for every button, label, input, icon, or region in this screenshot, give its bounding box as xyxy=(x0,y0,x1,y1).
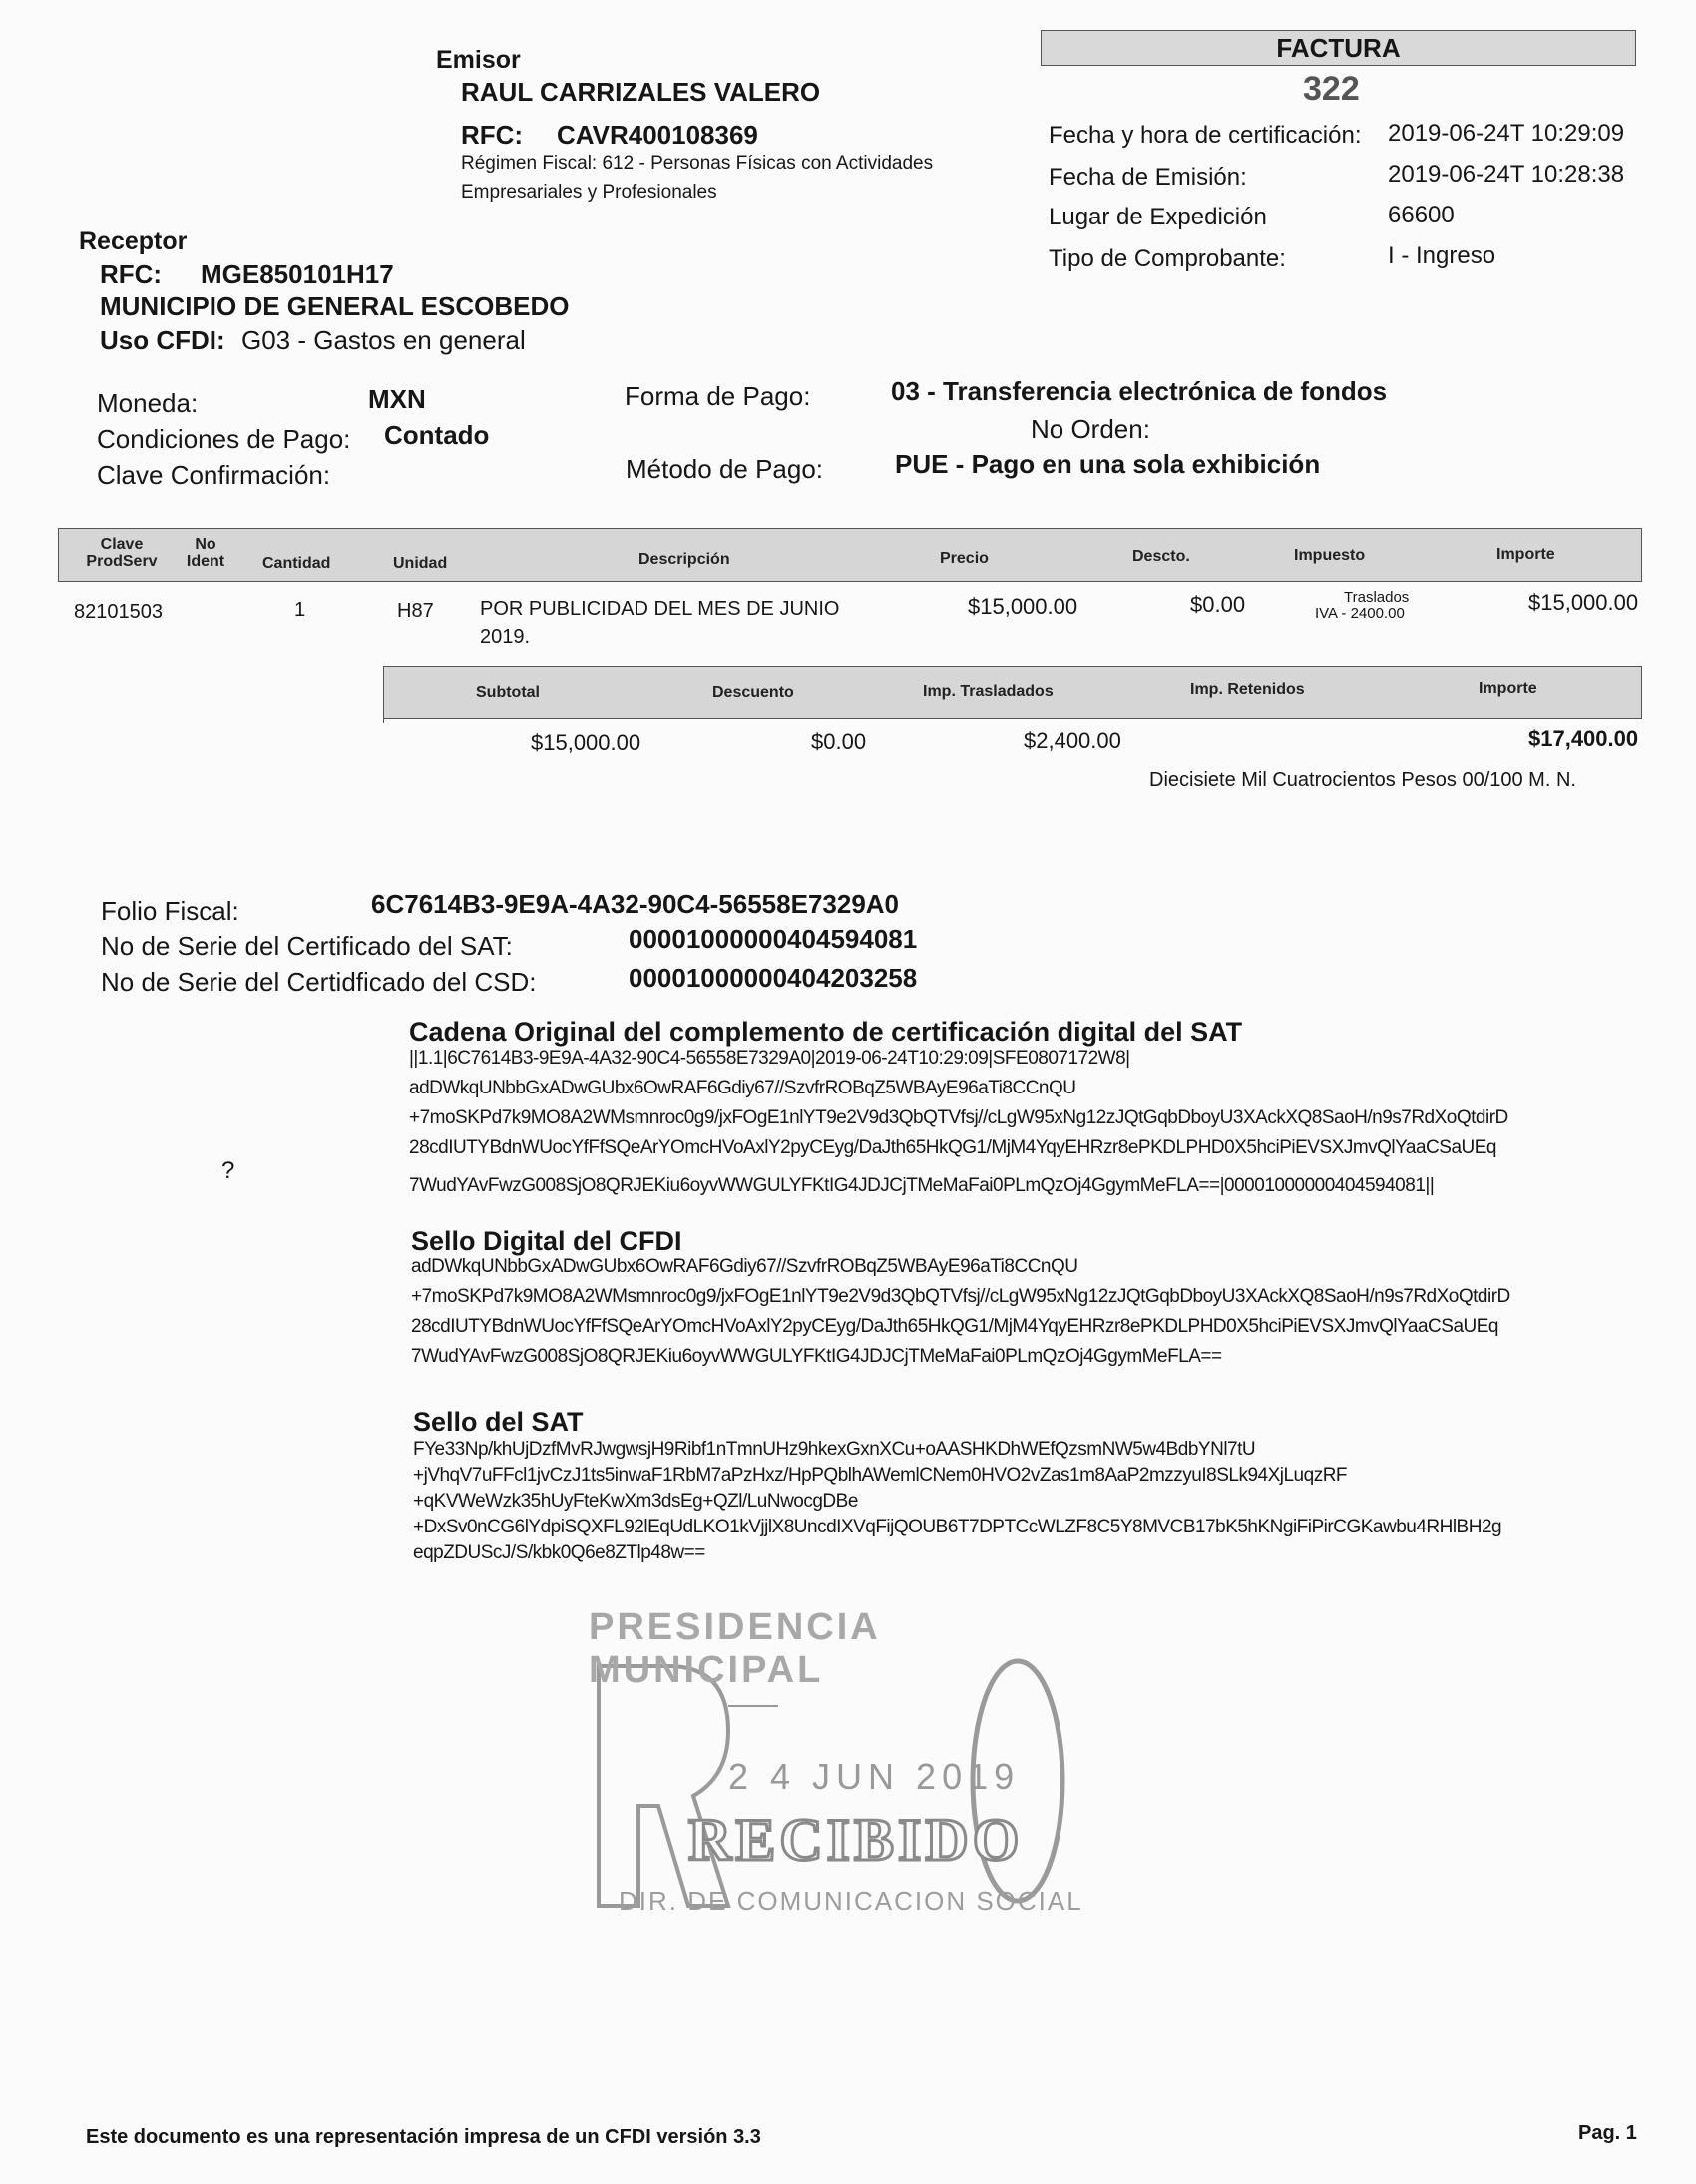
row-precio: $15,000.00 xyxy=(968,594,1078,619)
row-impuesto-2: IVA - 2400.00 xyxy=(1315,605,1405,622)
row-cantidad: 1 xyxy=(294,599,306,621)
row-descripcion-2: 2019. xyxy=(480,626,531,648)
uso-cfdi-label: Uso CFDI: xyxy=(100,325,225,355)
th-importe: Importe xyxy=(1496,546,1555,563)
factura-number: 322 xyxy=(1303,70,1360,108)
th-impuesto: Impuesto xyxy=(1294,547,1366,564)
th-clave: Clave xyxy=(100,536,144,553)
cadena-line: +7moSKPd7k9MO8A2WMsmnroc0g9/jxFOgE1nlYT9e2V9d3QbQTVfsj//cLgW95xNg12zJQtGqbDboyU3XAckXQ8SaoH/n9s7RdXoQtdirD xyxy=(409,1107,1508,1128)
moneda-value: MXN xyxy=(368,384,426,414)
stamp-bottom-text: DIR. DE COMUNICACION SOCIAL xyxy=(619,1886,1083,1916)
th-unidad: Unidad xyxy=(393,555,448,572)
sello-cfdi-title: Sello Digital del CFDI xyxy=(411,1226,682,1256)
question-mark: ? xyxy=(221,1157,235,1184)
sello-cfdi-line: +7moSKPd7k9MO8A2WMsmnroc0g9/jxFOgE1nlYT9e2V9d3QbQTVfsj//cLgW95xNg12zJQtGqbDboyU3XAckXQ8SaoH/n9s7RdXoQtdirD xyxy=(411,1286,1510,1307)
emisor-regimen-line1: Régimen Fiscal: 612 - Personas Físicas con Actividades xyxy=(461,153,934,174)
receptor-rfc: MGE850101H17 xyxy=(201,259,394,289)
forma-pago-value: 03 - Transferencia electrónica de fondos xyxy=(891,376,1388,406)
th-cantidad: Cantidad xyxy=(262,555,331,572)
th-no: No xyxy=(195,536,216,553)
sello-sat-line: +jVhqV7uFFcl1jvCzJ1ts5inwaF1RbM7aPzHxz/HpPQblhAWemlCNem0HVO2vZas1m8AaP2mzzyuI8SLk94XjLuqzRF xyxy=(413,1465,1348,1486)
cadena-line: 28cdIUTYBdnWUocYfFfSQeArYOmcHVoAxlY2pyCEyg/DaJth65HkQG1/MjM4YqyEHRzr8ePKDLPHD0X5hciPiEVSXJmvQlYaaCSaUEq xyxy=(409,1137,1496,1158)
folio-fiscal-label: Folio Fiscal: xyxy=(101,896,239,926)
receptor-rfc-label: RFC: xyxy=(100,259,163,289)
th-prodserv: ProdServ xyxy=(86,553,158,570)
sello-cfdi-line: adDWkqUNbbGxADwGUbx6OwRAF6Gdiy67//SzvfrROBqZ5WBAyE96aTi8CCnQU xyxy=(411,1256,1078,1277)
row-impuesto-1: Traslados xyxy=(1344,589,1410,606)
lugar-value: 66600 xyxy=(1388,202,1455,228)
condiciones-value: Contado xyxy=(384,420,490,450)
emisor-regimen-line2: Empresariales y Profesionales xyxy=(461,182,717,203)
metodo-pago-value: PUE - Pago en una sola exhibición xyxy=(895,449,1321,479)
descuento-value: $0.00 xyxy=(811,729,867,754)
th-descto: Descto. xyxy=(1132,548,1190,565)
factura-label: FACTURA xyxy=(1276,33,1401,63)
subtotal-value: $15,000.00 xyxy=(531,730,641,755)
tipo-label: Tipo de Comprobante: xyxy=(1049,245,1286,272)
folio-fiscal-value: 6C7614B3-9E9A-4A32-90C4-56558E7329A0 xyxy=(371,889,900,919)
fecha-emision-label: Fecha de Emisión: xyxy=(1049,164,1247,191)
emisor-name: RAUL CARRIZALES VALERO xyxy=(461,77,821,107)
cadena-title: Cadena Original del complemento de certificación digital del SAT xyxy=(409,1017,1243,1047)
th-subtotal: Subtotal xyxy=(476,684,540,701)
receptor-name: MUNICIPIO DE GENERAL ESCOBEDO xyxy=(100,291,570,321)
cadena-line: 7WudYAvFwzG008SjO8QRJEKiu6oyvWWGULYFKtIG4JDJCjTMeMaFai0PLmQzOj4GgymMeFLA==|00001000000404594081|| xyxy=(409,1175,1435,1196)
th-retenidos: Imp. Retenidos xyxy=(1190,681,1305,698)
sello-cfdi-line: 28cdIUTYBdnWUocYfFfSQeArYOmcHVoAxlY2pyCEyg/DaJth65HkQG1/MjM4YqyEHRzr8ePKDLPHD0X5hciPiEVSXJmvQlYaaCSaUEq xyxy=(411,1316,1498,1337)
factura-label-box xyxy=(1041,30,1636,66)
th-trasladados: Imp. Trasladados xyxy=(923,683,1054,700)
page-number: Pag. 1 xyxy=(1578,2122,1637,2144)
trasladados-value: $2,400.00 xyxy=(1024,728,1121,753)
serie-sat-label: No de Serie del Certificado del SAT: xyxy=(101,931,513,961)
sello-sat-line: FYe33Np/khUjDzfMvRJwgwsjH9Ribf1nTmnUHz9hkexGxnXCu+oAASHKDhWEfQzsmNW5w4BdbYNl7tU xyxy=(413,1439,1256,1460)
row-unidad: H87 xyxy=(397,600,434,622)
serie-csd-value: 00001000000404203258 xyxy=(629,963,918,993)
lugar-label: Lugar de Expedición xyxy=(1049,204,1267,230)
serie-csd-label: No de Serie del Certidficado del CSD: xyxy=(101,967,537,997)
tipo-value: I - Ingreso xyxy=(1388,242,1496,269)
th-descuento: Descuento xyxy=(712,684,794,701)
clave-confirmacion-label: Clave Confirmación: xyxy=(97,460,331,490)
row-descripcion-1: POR PUBLICIDAD DEL MES DE JUNIO xyxy=(480,598,840,620)
cadena-line: adDWkqUNbbGxADwGUbx6OwRAF6Gdiy67//SzvfrROBqZ5WBAyE96aTi8CCnQU xyxy=(409,1078,1076,1098)
received-stamp xyxy=(579,1606,1097,1936)
forma-pago-label: Forma de Pago: xyxy=(625,381,811,411)
cadena-block xyxy=(409,1046,1508,1199)
sello-sat-line: +qKVWeWzk35hUyFteKwXm3dsEg+QZl/LuNwocgDBe xyxy=(413,1491,858,1512)
metodo-pago-label: Método de Pago: xyxy=(626,454,824,484)
th-clave-prodserv xyxy=(82,536,162,570)
uso-cfdi-value: G03 - Gastos en general xyxy=(241,325,526,355)
th-no-ident xyxy=(180,536,231,570)
stamp-main-text: RECIBIDO xyxy=(688,1807,1024,1873)
stamp-top-text: PRESIDENCIA MUNICIPAL xyxy=(589,1606,880,1691)
moneda-label: Moneda: xyxy=(97,388,199,418)
sello-sat-line: +DxSv0nCG6lYdpiSQXFL92lEqUdLKO1kVjjlX8UncdIXVqFijQOUB6T7DPTCcWLZF8C5Y8MVCB17bK5hKNgiFiPirCGKawbu4RHlBH2g xyxy=(413,1517,1502,1537)
emisor-rfc: CAVR400108369 xyxy=(557,120,758,150)
sello-cfdi-line: 7WudYAvFwzG008SjO8QRJEKiu6oyvWWGULYFKtIG4JDJCjTMeMaFai0PLmQzOj4GgymMeFLA== xyxy=(411,1346,1222,1367)
fecha-cert-label: Fecha y hora de certificación: xyxy=(1049,122,1362,149)
fecha-emision-value: 2019-06-24T 10:28:38 xyxy=(1388,161,1625,188)
sello-sat-title: Sello del SAT xyxy=(413,1407,584,1437)
sello-sat-line: eqpZDUScJ/S/kbk0Q6e8ZTlp48w== xyxy=(413,1542,705,1563)
totales-divider xyxy=(383,719,385,723)
footer-note: Este documento es una representación impresa de un CFDI versión 3.3 xyxy=(86,2126,761,2148)
th-total-importe: Importe xyxy=(1479,680,1537,697)
total-value: $17,400.00 xyxy=(1528,726,1639,751)
stamp-date: 2 4 JUN 2019 xyxy=(728,1756,1021,1797)
th-descripcion: Descripción xyxy=(638,551,730,568)
row-clave: 82101503 xyxy=(74,601,163,623)
row-importe: $15,000.00 xyxy=(1528,590,1639,615)
receptor-label: Receptor xyxy=(79,227,188,255)
sello-cfdi-block xyxy=(411,1254,1510,1370)
cadena-line: ||1.1|6C7614B3-9E9A-4A32-90C4-56558E7329A0|2019-06-24T10:29:09|SFE0807172W8| xyxy=(409,1048,1130,1069)
condiciones-label: Condiciones de Pago: xyxy=(97,424,351,454)
th-ident: Ident xyxy=(186,553,225,570)
th-precio: Precio xyxy=(940,550,989,567)
emisor-rfc-label: RFC: xyxy=(461,120,524,150)
fecha-cert-value: 2019-06-24T 10:29:09 xyxy=(1388,120,1625,147)
sello-sat-block xyxy=(413,1437,1501,1566)
serie-sat-value: 00001000000404594081 xyxy=(629,924,918,954)
row-descto: $0.00 xyxy=(1190,592,1246,617)
total-en-letra: Diecisiete Mil Cuatrocientos Pesos 00/100 M. N. xyxy=(1149,769,1576,791)
no-orden-label: No Orden: xyxy=(1031,414,1150,444)
emisor-label: Emisor xyxy=(436,46,521,74)
